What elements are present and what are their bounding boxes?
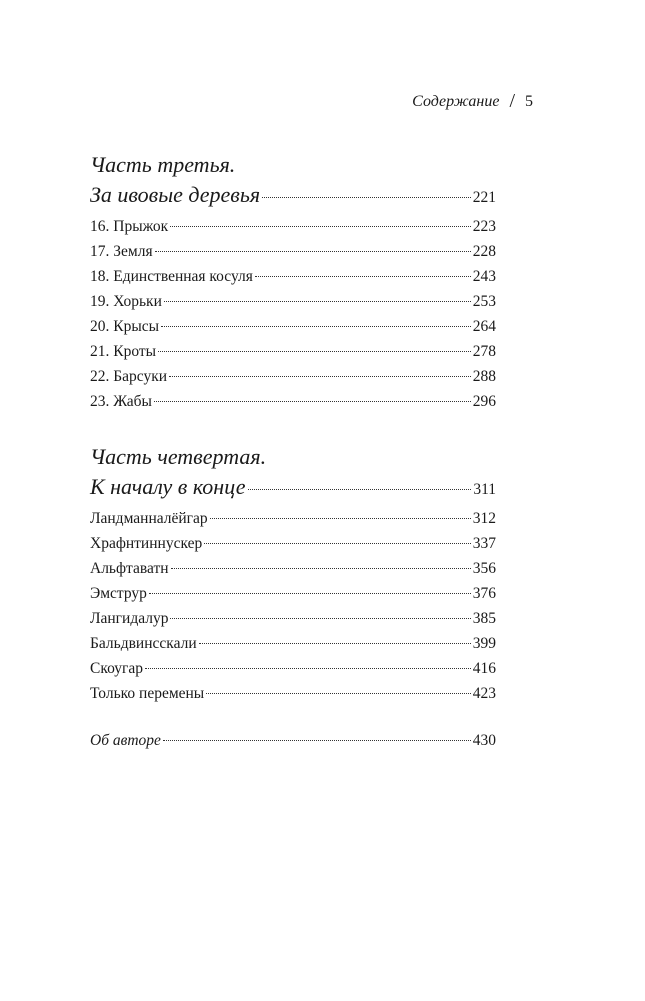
entry-page: 311 — [473, 481, 496, 498]
entry-label: 20. Крысы — [90, 318, 160, 335]
leader-dots — [204, 543, 471, 544]
entry-label: Альфтаватн — [90, 560, 169, 577]
entry-label: Об авторе — [90, 732, 161, 749]
entry-page: 399 — [472, 635, 496, 652]
entry-page: 385 — [472, 610, 496, 627]
part-title: Часть третья. — [90, 152, 236, 177]
table-of-contents — [90, 150, 496, 753]
entry-label: К началу в конце — [90, 474, 246, 499]
leader-dots — [248, 489, 472, 490]
entry-label: 23. Жабы — [90, 393, 152, 410]
entry-label: Лангидалур — [90, 610, 169, 627]
leader-dots — [158, 351, 471, 352]
entry-label: Скоугар — [90, 660, 143, 677]
toc-entry[interactable] — [90, 506, 496, 531]
entry-label: Бальдвинсскали — [90, 635, 197, 652]
toc-entry[interactable] — [90, 364, 496, 389]
chapter-list — [90, 214, 496, 414]
toc-entry[interactable] — [90, 531, 496, 556]
leader-dots — [171, 568, 471, 569]
entry-page: 223 — [472, 218, 496, 235]
running-header — [412, 90, 533, 113]
entry-label: 19. Хорьки — [90, 293, 162, 310]
leader-dots — [262, 197, 471, 198]
entry-page: 376 — [472, 585, 496, 602]
entry-page: 221 — [472, 189, 496, 206]
toc-entry[interactable] — [90, 606, 496, 631]
entry-page: 296 — [472, 393, 496, 410]
toc-entry[interactable] — [90, 681, 496, 706]
leader-dots — [170, 226, 471, 227]
entry-label: 16. Прыжок — [90, 218, 169, 235]
toc-entry[interactable] — [90, 314, 496, 339]
part-subtitle-entry[interactable] — [90, 180, 496, 210]
leader-dots — [163, 740, 471, 741]
leader-dots — [169, 376, 471, 377]
entry-label: Только перемены — [90, 685, 205, 702]
leader-dots — [170, 618, 470, 619]
toc-entry[interactable] — [90, 264, 496, 289]
entry-page: 423 — [472, 685, 496, 702]
entry-label: Эмструр — [90, 585, 147, 602]
entry-page: 337 — [472, 535, 496, 552]
entry-page: 278 — [472, 343, 496, 360]
leader-dots — [199, 643, 471, 644]
header-page-number: 5 — [525, 92, 533, 110]
chapter-list — [90, 506, 496, 706]
entry-page: 356 — [472, 560, 496, 577]
toc-entry[interactable] — [90, 556, 496, 581]
entry-label: 18. Единственная косуля — [90, 268, 253, 285]
entry-label: 17. Земля — [90, 243, 153, 260]
toc-entry[interactable] — [90, 581, 496, 606]
entry-page: 312 — [472, 510, 496, 527]
entry-page: 416 — [472, 660, 496, 677]
entry-label: 21. Кроты — [90, 343, 157, 360]
entry-label: Ландманналёйгар — [90, 510, 208, 527]
toc-entry[interactable] — [90, 214, 496, 239]
toc-entry-about-author[interactable] — [90, 728, 496, 753]
part-subtitle-entry[interactable] — [90, 472, 496, 502]
leader-dots — [206, 693, 471, 694]
toc-entry[interactable] — [90, 239, 496, 264]
leader-dots — [149, 593, 471, 594]
entry-page: 288 — [472, 368, 496, 385]
entry-label: 22. Барсуки — [90, 368, 168, 385]
leader-dots — [164, 301, 471, 302]
toc-entry[interactable] — [90, 389, 496, 414]
leader-dots — [255, 276, 471, 277]
toc-entry[interactable] — [90, 656, 496, 681]
leader-dots — [154, 401, 471, 402]
entry-page: 243 — [472, 268, 496, 285]
leader-dots — [161, 326, 471, 327]
leader-dots — [155, 251, 471, 252]
part-title: Часть четвертая. — [90, 444, 267, 469]
entry-label: Храфнтиннускер — [90, 535, 203, 552]
entry-page: 228 — [472, 243, 496, 260]
toc-entry[interactable] — [90, 631, 496, 656]
header-separator: / — [509, 90, 515, 112]
entry-page: 430 — [472, 732, 496, 749]
leader-dots — [145, 668, 471, 669]
entry-page: 253 — [472, 293, 496, 310]
header-title: Содержание — [412, 92, 500, 110]
toc-entry[interactable] — [90, 289, 496, 314]
entry-label: За ивовые деревья — [90, 182, 261, 207]
entry-page: 264 — [472, 318, 496, 335]
toc-entry[interactable] — [90, 339, 496, 364]
leader-dots — [210, 518, 471, 519]
